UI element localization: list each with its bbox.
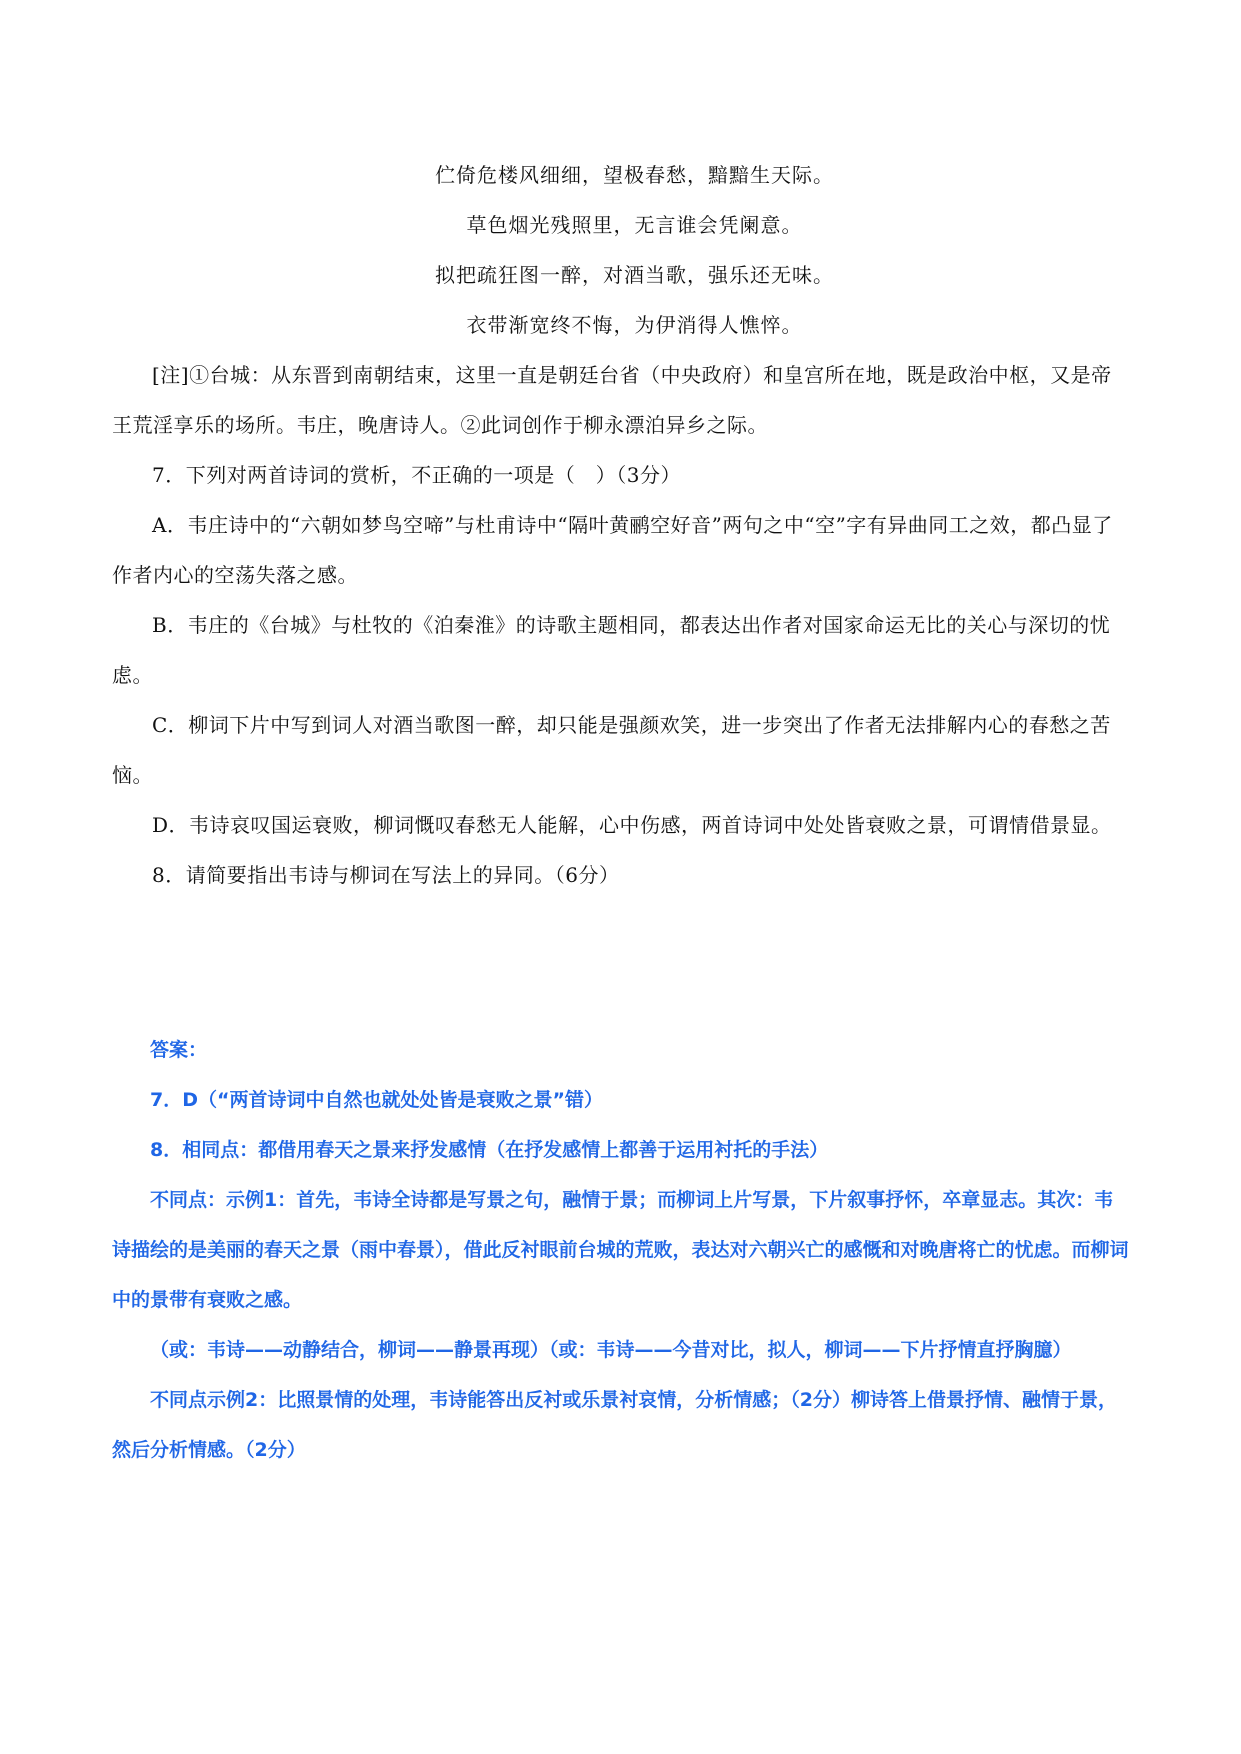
- poem-line: 伫倚危楼风细细，望极春愁，黯黯生天际。: [435, 163, 834, 187]
- question-7-stem: 7．下列对两首诗词的赏析，不正确的一项是（ ）（3分）: [152, 463, 681, 487]
- answer-space: [112, 900, 1132, 1025]
- question-7-option-c: C．柳词下片中写到词人对酒当歌图一醉，却只能是强颜欢笑，进一步突出了作者无法排解内心的春愁之苦恼。: [112, 713, 1111, 787]
- answer-8-difference-example-1: 不同点：示例1：首先，韦诗全诗都是写景之句，融情于景；而柳词上片写景，下片叙事抒怀，卒章显志。其次：韦诗描绘的是美丽的春天之景（雨中春景），借此反衬眼前台城的荒败，表达对六朝兴亡的感慨和对晚唐将亡的忧虑。而柳词中的景带有衰败之感。: [112, 1189, 1129, 1311]
- question-7-option-b: B．韦庄的《台城》与杜牧的《泊秦淮》的诗歌主题相同，都表达出作者对国家命运无比的关心与深切的忧虑。: [112, 613, 1111, 687]
- answer-section: [112, 1025, 1132, 1475]
- document-page: [112, 150, 1132, 1475]
- question-8-stem: 8．请简要指出韦诗与柳词在写法上的异同。（6分）: [152, 863, 620, 887]
- poem-line: 草色烟光残照里，无言谁会凭阑意。: [466, 213, 803, 237]
- answer-7: 7．D（“两首诗词中自然也就处处皆是衰败之景”错）: [150, 1089, 603, 1111]
- question-7-option-a: A．韦庄诗中的“六朝如梦鸟空啼”与杜甫诗中“隔叶黄鹂空好音”两句之中“空”字有异曲同工之效，都凸显了作者内心的空荡失落之感。: [112, 513, 1113, 587]
- answer-8-difference-example-2: 不同点示例2：比照景情的处理，韦诗能答出反衬或乐景衬哀情，分析情感；（2分）柳诗答上借景抒情、融情于景，然后分析情感。（2分）: [112, 1389, 1117, 1461]
- footnote: [注]①台城：从东晋到南朝结束，这里一直是朝廷台省（中央政府）和皇宫所在地，既是政治中枢，又是帝王荒淫享乐的场所。韦庄，晚唐诗人。②此词创作于柳永漂泊异乡之际。: [112, 363, 1112, 437]
- poem-line: 衣带渐宽终不悔，为伊消得人憔悴。: [466, 313, 803, 337]
- question-7-option-d: D．韦诗哀叹国运衰败，柳词慨叹春愁无人能解，心中伤感，两首诗词中处处皆衰败之景，可谓情借景显。: [152, 813, 1112, 837]
- poem: [112, 150, 1132, 350]
- answer-8-similarity: 8．相同点：都借用春天之景来抒发感情（在抒发感情上都善于运用衬托的手法）: [150, 1139, 829, 1161]
- answer-8-alternative: （或：韦诗——动静结合，柳词——静景再现）（或：韦诗——今昔对比，拟人，柳词——下片抒情直抒胸臆）: [150, 1339, 1072, 1361]
- answer-heading: 答案：: [150, 1039, 208, 1061]
- poem-line: 拟把疏狂图一醉，对酒当歌，强乐还无味。: [435, 263, 834, 287]
